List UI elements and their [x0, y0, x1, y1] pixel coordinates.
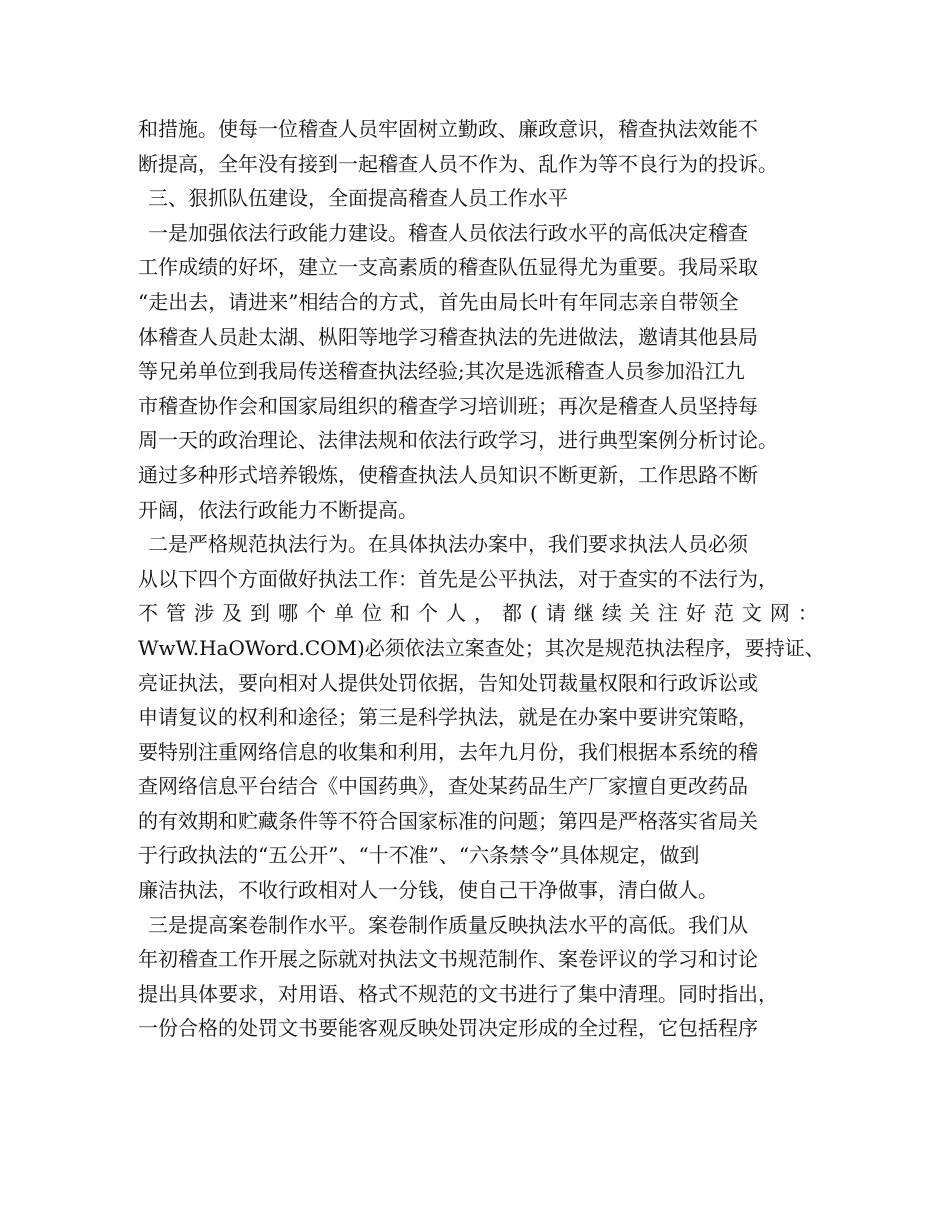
text-line-20: 查网络信息平台结合《中国药典》，查处某药品生产厂家擅自更改药品 [138, 774, 748, 799]
spread-char: 注 [657, 601, 678, 626]
spread-char: ( [530, 601, 538, 626]
text-line-11: 通过多种形式培养锻炼，使稽查执法人员知识不断更新，工作思路不断 [138, 462, 758, 487]
text-line-10: 周一天的政治理论、法律法规和依法行政学习，进行典型案例分析讨论。 [138, 428, 778, 453]
section-heading-3: 三、狠抓队伍建设，全面提高稽查人员工作水平 [148, 186, 568, 211]
spread-char: 哪 [278, 601, 298, 626]
text-line-9: 市稽查协作会和国家局组织的稽查学习培训班；再次是稽查人员坚持每 [138, 393, 758, 418]
text-line-7: 体稽查人员赴太湖、枞阳等地学习稽查执法的先进做法，邀请其他县局 [138, 324, 758, 349]
text-line-6: “走出去，请进来”相结合的方式，首先由局长叶有年同志亲自带领全 [138, 289, 739, 314]
spread-char: 范 [713, 601, 734, 626]
spread-char: 好 [685, 601, 706, 626]
spread-char: ： [797, 601, 818, 626]
text-line-13: 二是严格规范执法行为。在具体执法办案中，我们要求执法人员必须 [148, 532, 748, 557]
spread-char: 关 [629, 601, 650, 626]
text-line-5: 工作成绩的好坏，建立一支高素质的稽查队伍显得尤为重要。我局采取 [138, 255, 758, 280]
spread-char: 请 [545, 601, 566, 626]
spread-char: 个 [418, 601, 438, 626]
spread-char: 不 [138, 601, 158, 626]
spread-char: 续 [601, 601, 622, 626]
spread-char: 文 [741, 601, 762, 626]
spread-char: 到 [250, 601, 270, 626]
text-line-1: 和措施。使每一位稽查人员牢固树立勤政、廉政意识，稽查执法效能不 [138, 117, 758, 141]
text-line-22: 于行政执法的“五公开”、“十不准”、“六条禁令”具体规定，做到 [138, 843, 700, 868]
text-line-2: 断提高，全年没有接到一起稽查人员不作为、乱作为等不良行为的投诉。 [138, 151, 778, 176]
spread-char: 个 [306, 601, 326, 626]
spread-char: ， [474, 601, 494, 626]
spread-char: 涉 [194, 601, 214, 626]
spread-char: 人 [446, 601, 466, 626]
text-line-19: 要特别注重网络信息的收集和利用，去年九月份，我们根据本系统的稽 [138, 739, 758, 764]
text-line-8: 等兄弟单位到我局传送稽查执法经验;其次是选派稽查人员参加沿江九 [138, 359, 745, 384]
text-line-18: 申请复议的权利和途径；第三是科学执法，就是在办案中要讲究策略， [138, 705, 758, 730]
spread-char: 和 [390, 601, 410, 626]
text-line-24: 三是提高案卷制作水平。案卷制作质量反映执法水平的高低。我们从 [148, 912, 748, 937]
spread-char: 网 [769, 601, 790, 626]
text-line-17: 亮证执法，要向相对人提供处罚依据，告知处罚裁量权限和行政诉讼或 [138, 670, 758, 695]
spread-char: 继 [573, 601, 594, 626]
spread-char: 管 [166, 601, 186, 626]
text-line-25: 年初稽查工作开展之际就对执法文书规范制作、案卷评议的学习和讨论 [138, 947, 758, 972]
text-line-14: 从以下四个方面做好执法工作：首先是公平执法，对于查实的不法行为， [138, 566, 778, 591]
text-line-27: 一份合格的处罚文书要能客观反映处罚决定形成的全过程，它包括程序 [138, 1016, 758, 1041]
text-line-12: 开阔，依法行政能力不断提高。 [138, 497, 418, 522]
text-line-16: WwW.HaOWord.COM)必须依法立案查处；其次是规范执法程序，要持证、 [138, 635, 825, 660]
spread-char: 都 [502, 601, 522, 626]
text-line-21: 的有效期和贮藏条件等不符合国家标准的问题；第四是严格落实省局关 [138, 808, 758, 833]
text-line-15-spread [138, 596, 818, 631]
spread-char: 单 [334, 601, 354, 626]
text-line-23: 廉洁执法，不收行政相对人一分钱，使自己干净做事，清白做人。 [138, 878, 718, 903]
text-line-4: 一是加强依法行政能力建设。稽查人员依法行政水平的高低决定稽查 [148, 220, 748, 245]
document-body [138, 112, 825, 1046]
spread-char: 位 [362, 601, 382, 626]
spread-char: 及 [222, 601, 242, 626]
text-line-26: 提出具体要求，对用语、格式不规范的文书进行了集中清理。同时指出， [138, 981, 778, 1006]
